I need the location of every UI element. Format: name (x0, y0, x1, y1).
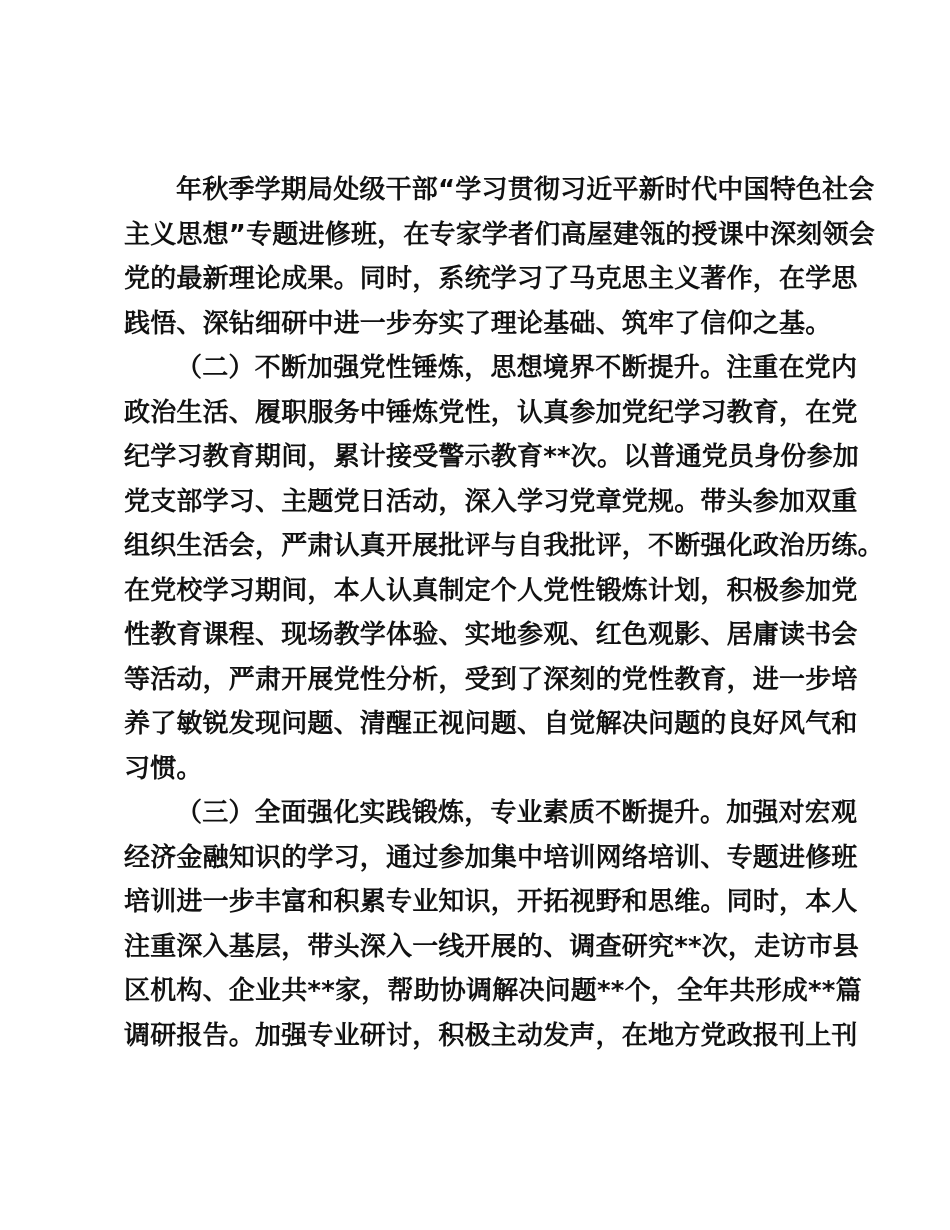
text-line: 践悟、深钻细研中进一步夯实了理论基础、筑牢了信仰之基。 (124, 308, 832, 339)
section-heading-line: （三）全面强化实践锻炼，专业素质不断提升。加强对宏观 (176, 798, 858, 828)
body-text (124, 168, 884, 1058)
text-line: 党的最新理论成果。同时，系统学习了马克思主义著作，在学思 (124, 264, 858, 294)
text-line: 培训进一步丰富和积累专业知识，开拓视野和思维。同时，本人 (124, 887, 858, 917)
text-line: 党支部学习、主题党日活动，深入学习党章党规。带头参加双重 (124, 486, 858, 517)
text-line: 政治生活、履职服务中锤炼党性，认真参加党纪学习教育，在党 (124, 397, 858, 428)
text-line: 注重深入基层，带头深入一线开展的、调查研究**次，走访市县 (124, 931, 859, 962)
text-line: 性教育课程、现场教学体验、实地参观、红色观影、居庸读书会 (124, 620, 858, 650)
text-line: 主义思想”专题进修班，在专家学者们高屋建瓴的授课中深刻领会 (124, 219, 875, 250)
text-line: 经济金融知识的学习，通过参加集中培训网络培训、专题进修班 (124, 842, 858, 873)
section-heading-line: （二）不断加强党性锤炼，思想境界不断提升。注重在党内 (176, 353, 858, 383)
text-line: 习惯。 (124, 753, 203, 784)
text-line: 养了敏锐发现问题、清醒正视问题、自觉解决问题的良好风气和 (124, 709, 858, 739)
text-line: 调研报告。加强专业研讨，积极主动发声，在地方党政报刊上刊 (124, 1020, 858, 1051)
text-line: 组织生活会，严肃认真开展批评与自我批评，不断强化政治历练。 (124, 531, 884, 561)
text-line: 等活动，严肃开展党性分析，受到了深刻的党性教育，进一步培 (124, 664, 858, 695)
text-line: 年秋季学期局处级干部“学习贯彻习近平新时代中国特色社会 (176, 175, 875, 205)
text-line: 纪学习教育期间，累计接受警示教育**次。以普通党员身份参加 (124, 442, 859, 472)
text-line: 在党校学习期间，本人认真制定个人党性锻炼计划，积极参加党 (124, 575, 858, 606)
text-line: 区机构、企业共**家，帮助协调解决问题**个，全年共形成**篇 (124, 976, 862, 1006)
